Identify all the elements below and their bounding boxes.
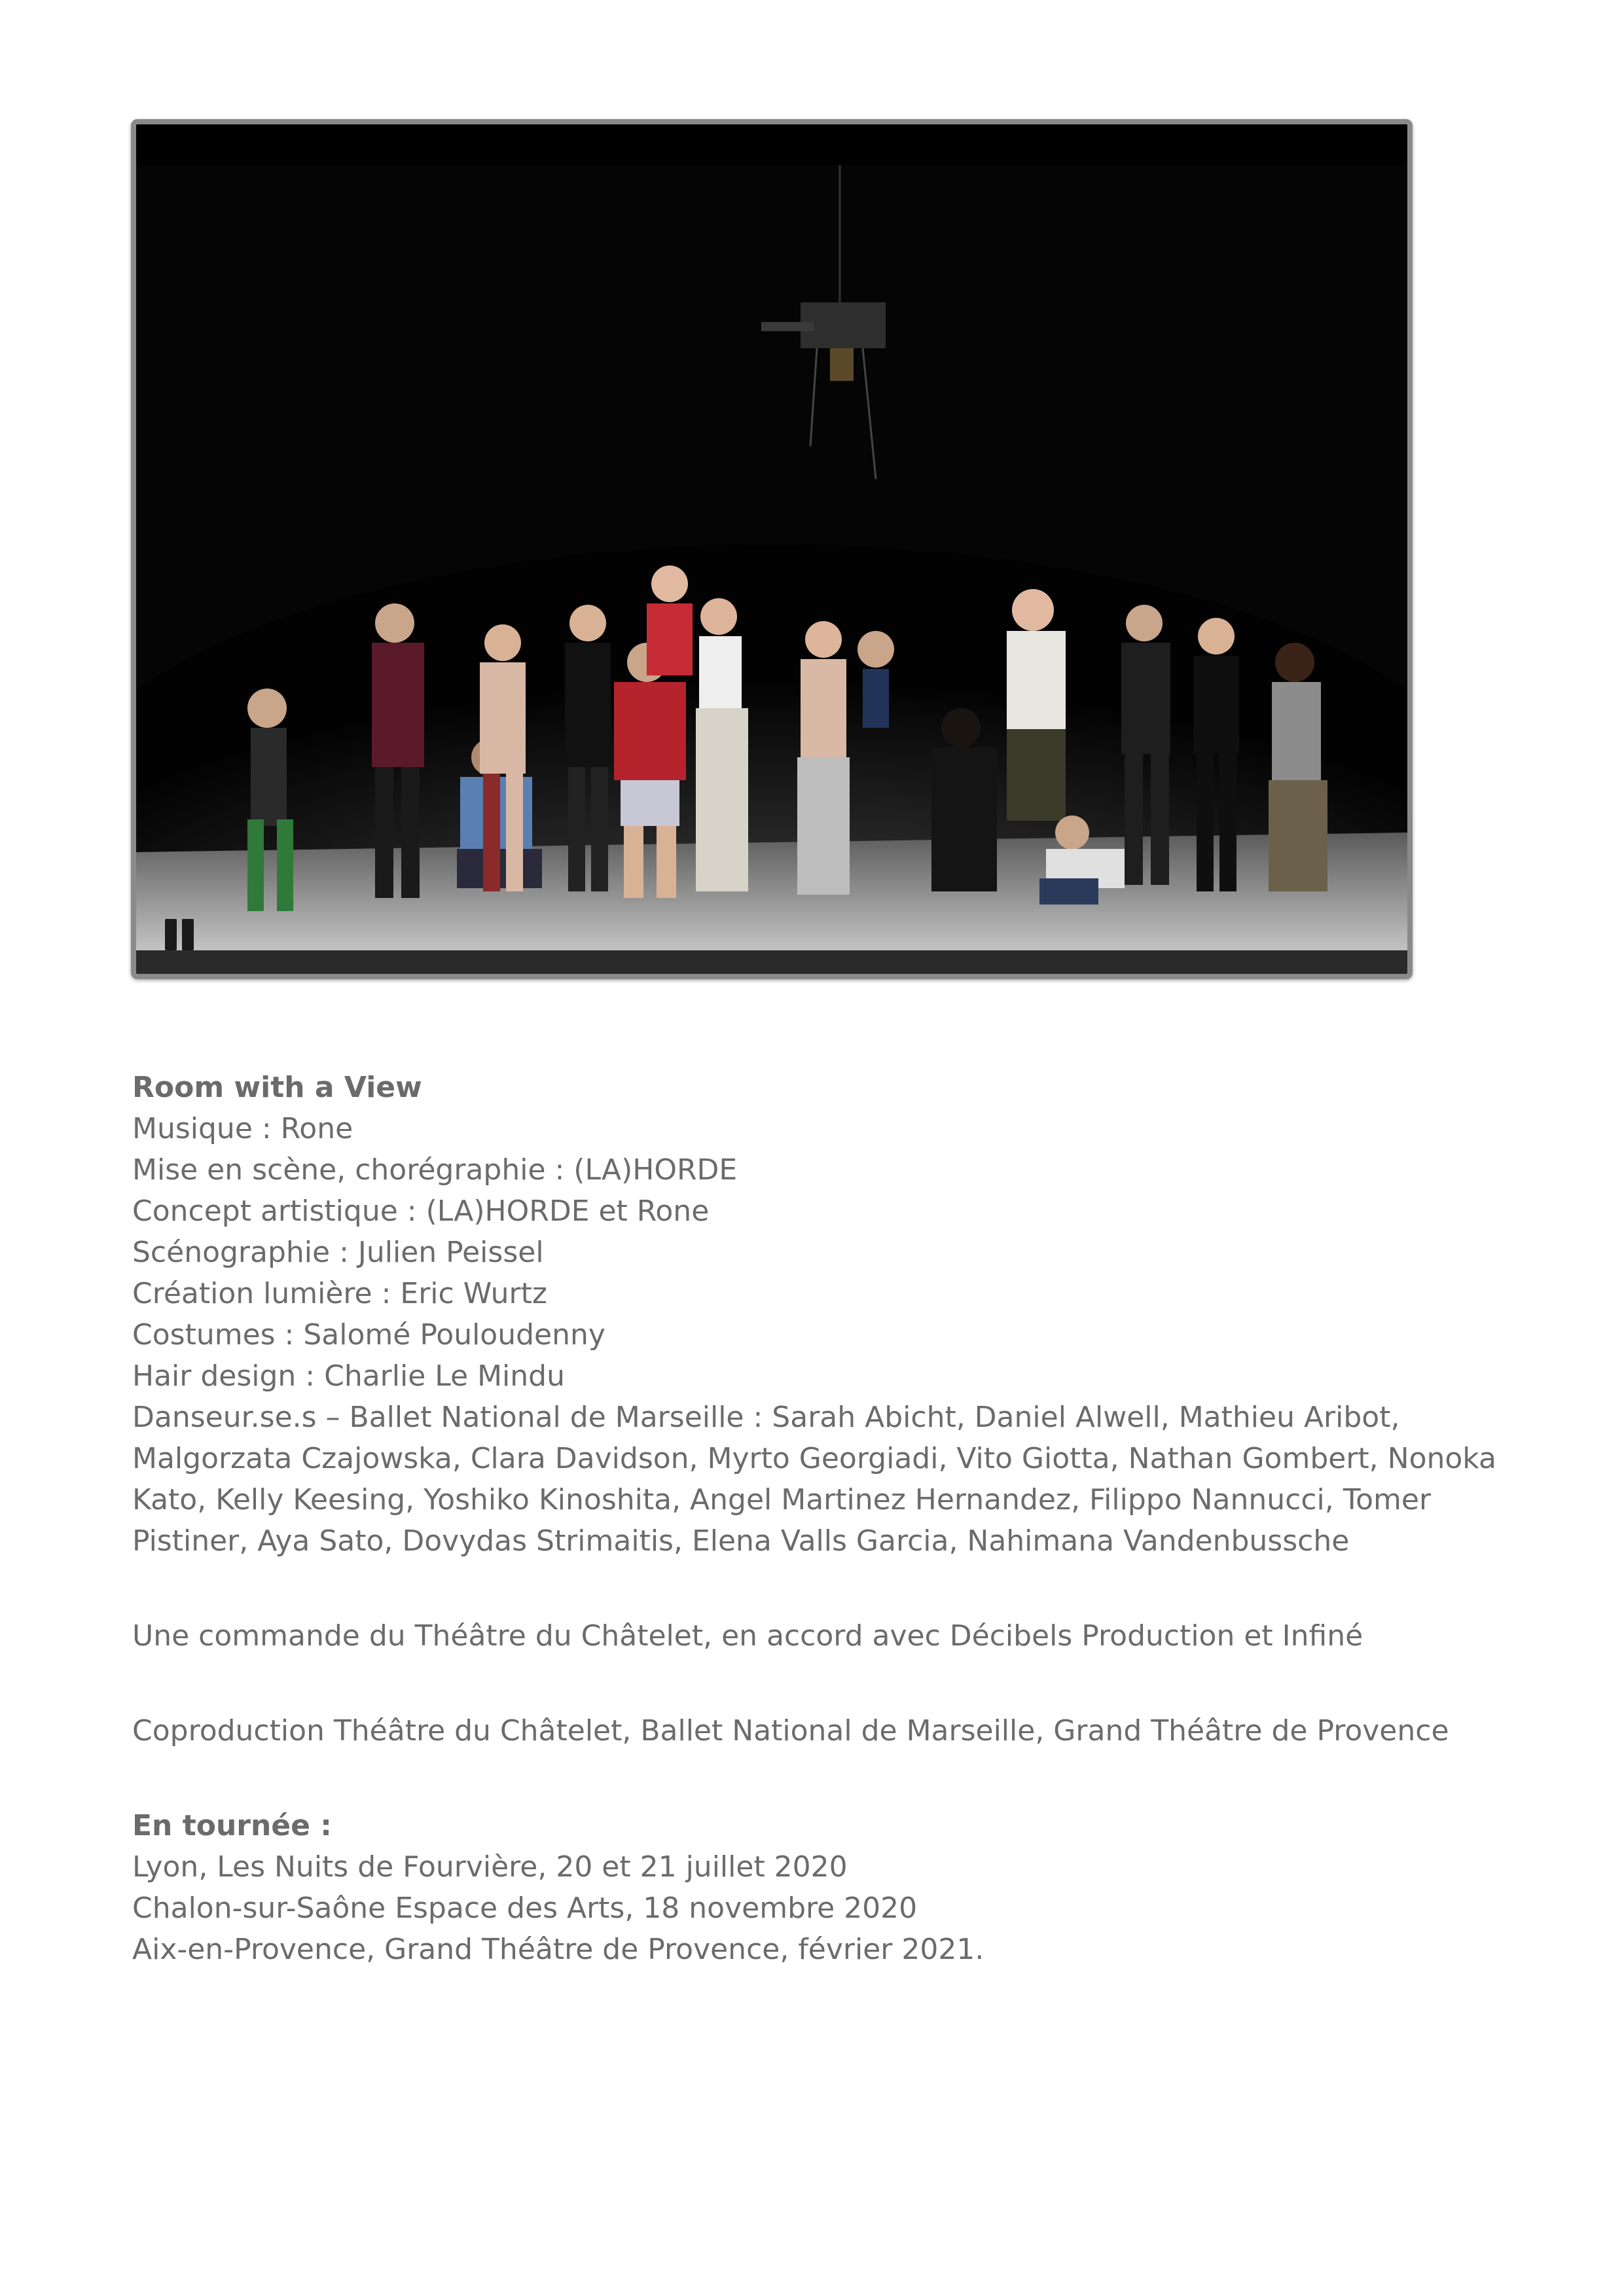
credit-line: Concept artistique : (LA)HORDE et Rone	[132, 1194, 710, 1228]
tour-date: Aix-en-Provence, Grand Théâtre de Provence, février 2021.	[132, 1933, 984, 1966]
credit-line: Scénographie : Julien Peissel	[132, 1236, 544, 1269]
credit-line: Malgorzata Czajowska, Clara Davidson, Myrto Georgiadi, Vito Giotta, Nathan Gombert, Nonoka	[132, 1442, 1496, 1475]
credit-line: Hair design : Charlie Le Mindu	[132, 1359, 565, 1393]
credit-line: Kato, Kelly Keesing, Yoshiko Kinoshita, Angel Martinez Hernandez, Filippo Nannucci, Tomer	[132, 1483, 1432, 1516]
coproduction-text: Coproduction Théâtre du Châtelet, Ballet National de Marseille, Grand Théâtre de Provence	[132, 1714, 1449, 1748]
credit-line: Pistiner, Aya Sato, Dovydas Strimaitis, Elena Valls Garcia, Nahimana Vandenbussche	[132, 1524, 1350, 1558]
video-top-bar	[136, 124, 1407, 165]
credit-line: Création lumière : Eric Wurtz	[132, 1277, 547, 1310]
stage-photo	[136, 165, 1407, 974]
commande-paragraph	[132, 1615, 1441, 1657]
tour-date: Lyon, Les Nuits de Fourvière, 20 et 21 juillet 2020	[132, 1850, 848, 1884]
credit-line: Costumes : Salomé Pouloudenny	[132, 1318, 605, 1352]
credit-line: Musique : Rone	[132, 1112, 353, 1145]
show-title: Room with a View	[132, 1071, 422, 1104]
tour-block	[132, 1805, 1441, 1970]
tour-heading: En tournée :	[132, 1809, 332, 1842]
credit-line: Danseur.se.s – Ballet National de Marseille : Sarah Abicht, Daniel Alwell, Mathieu Aribot,	[132, 1401, 1400, 1434]
credit-line: Mise en scène, chorégraphie : (LA)HORDE	[132, 1153, 738, 1187]
credits-block	[132, 1067, 1496, 1562]
tour-date: Chalon-sur-Saône Espace des Arts, 18 novembre 2020	[132, 1892, 918, 1925]
commande-text: Une commande du Théâtre du Châtelet, en accord avec Décibels Production et Infiné	[132, 1619, 1363, 1653]
coproduction-paragraph	[132, 1710, 1449, 1751]
pause-icon[interactable]	[161, 916, 198, 953]
video-player[interactable]	[131, 119, 1413, 979]
